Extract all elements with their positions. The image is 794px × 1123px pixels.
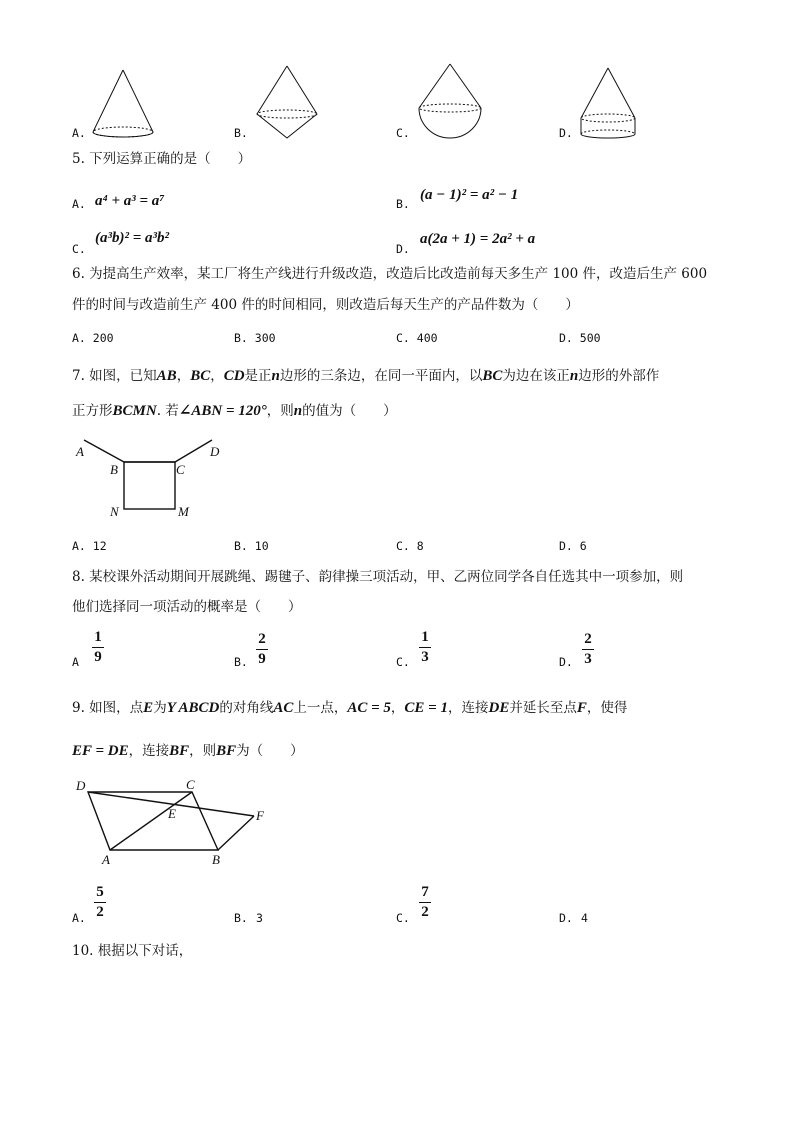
q6-option-d: D. 500 bbox=[559, 331, 601, 345]
q8-option-b-den: 9 bbox=[258, 651, 266, 667]
q9-text: 9. 如图，点 bbox=[72, 700, 144, 716]
q5-option-b-letter: B. bbox=[396, 197, 410, 211]
q7-text: 是正 bbox=[244, 368, 272, 384]
q7-text: 7. 如图，已知 bbox=[72, 368, 157, 384]
q9-stem-line1 bbox=[72, 701, 627, 716]
q9-option-a-num: 5 bbox=[96, 884, 104, 900]
q9-segment-bf: BF bbox=[169, 743, 190, 759]
q9-condition-ac: AC = 5 bbox=[347, 700, 391, 716]
q9-label-d: D bbox=[76, 778, 86, 793]
q4-figure-d bbox=[576, 66, 640, 142]
q8-option-b-num: 2 bbox=[258, 631, 266, 647]
q10-stem: 10. 根据以下对话， bbox=[72, 943, 193, 959]
q7-text: 正方形 bbox=[72, 403, 113, 419]
q8-option-d-letter: D. bbox=[559, 655, 573, 669]
q9-text: ，连接 bbox=[128, 743, 170, 759]
q9-condition-ef: EF = DE bbox=[72, 743, 129, 759]
q7-text: 边形的外部作 bbox=[578, 368, 660, 384]
q7-square-bcmn: BCMN bbox=[112, 403, 157, 419]
q8-option-c-letter: C. bbox=[396, 655, 410, 669]
q9-option-c-den: 2 bbox=[421, 904, 429, 920]
q7-stem-line1 bbox=[72, 369, 659, 384]
q9-option-d-value: 4 bbox=[581, 911, 588, 925]
q7-text: ，则 bbox=[266, 403, 294, 419]
q7-option-d: D. 6 bbox=[559, 539, 587, 553]
q9-option-a-letter: A. bbox=[72, 911, 86, 925]
q6-option-b: B. 300 bbox=[234, 331, 276, 345]
q7-variable-n: n bbox=[569, 368, 579, 384]
q8-option-a-fraction bbox=[92, 630, 104, 665]
q9-text: 并延长至点 bbox=[509, 700, 577, 716]
q9-condition-ce: CE = 1 bbox=[404, 700, 448, 716]
q8-option-b-fraction bbox=[256, 632, 268, 667]
q7-option-b: B. 10 bbox=[234, 539, 269, 553]
q4-option-d: D. bbox=[559, 126, 573, 140]
q7-option-c: C. 8 bbox=[396, 539, 424, 553]
q9-option-d-letter: D. bbox=[559, 911, 573, 925]
q7-text: . 若 bbox=[156, 403, 179, 419]
q7-angle-abn: ∠ABN = 120° bbox=[178, 403, 267, 419]
q7-label-d: D bbox=[210, 444, 220, 459]
q8-option-c-num: 1 bbox=[421, 629, 429, 645]
q8-stem-line1: 8. 某校课外活动期间开展跳绳、踢毽子、韵律操三项活动，甲、乙两位同学各自任选其中一项参加，则 bbox=[72, 569, 684, 585]
q7-stem-line2 bbox=[72, 404, 397, 419]
q9-figure bbox=[72, 776, 277, 866]
q4-option-b: B. bbox=[234, 126, 248, 140]
q9-point-f: F bbox=[576, 700, 587, 716]
q7-variable-n: n bbox=[271, 368, 280, 384]
q4-option-c: C. bbox=[396, 126, 410, 140]
q7-text: ， bbox=[176, 368, 191, 384]
q5-option-c-letter: C. bbox=[72, 242, 86, 256]
q9-option-c-num: 7 bbox=[421, 884, 429, 900]
q7-label-b: B bbox=[110, 462, 118, 477]
q9-label-f: F bbox=[256, 808, 264, 823]
q9-option-c-fraction bbox=[419, 885, 431, 920]
q8-stem-line2: 他们选择同一项活动的概率是（ ） bbox=[72, 599, 302, 615]
q4-figure-b bbox=[252, 64, 322, 142]
q9-option-b-letter: B. bbox=[234, 911, 248, 925]
q9-text: 为（ ） bbox=[236, 743, 304, 759]
q8-option-a-num: 1 bbox=[94, 629, 102, 645]
q8-option-d-fraction bbox=[582, 632, 594, 667]
q5-option-d-expr: a(2a + 1) = 2a² + a bbox=[420, 231, 536, 247]
q9-label-e: E bbox=[168, 806, 176, 821]
q7-text: 为边在该正 bbox=[502, 368, 570, 384]
q9-label-b: B bbox=[212, 852, 220, 866]
q6-stem-line2: 件的时间与改造前生产 400 件的时间相同，则改造后每天生产的产品件数为（ ） bbox=[72, 297, 579, 313]
q5-option-d-letter: D. bbox=[396, 242, 410, 256]
q8-option-a-den: 9 bbox=[94, 649, 102, 665]
q7-label-c: C bbox=[176, 462, 185, 477]
q7-option-a: A. 12 bbox=[72, 539, 107, 553]
q9-option-b-value: 3 bbox=[256, 911, 263, 925]
q7-label-n: N bbox=[110, 504, 119, 519]
q5-option-c-expr: (a³b)² = a³b² bbox=[95, 230, 170, 246]
q8-option-b-letter: B. bbox=[234, 655, 248, 669]
q7-segment-cd: CD bbox=[223, 368, 245, 384]
q7-segment-bc: BC bbox=[482, 368, 503, 384]
q9-parallelogram: Y ABCD bbox=[166, 700, 220, 716]
q4-figure-c bbox=[414, 62, 486, 144]
q9-text: ，则 bbox=[189, 743, 217, 759]
q9-option-c-letter: C. bbox=[396, 911, 410, 925]
q7-label-m: M bbox=[178, 504, 189, 519]
q8-option-d-num: 2 bbox=[584, 631, 592, 647]
q9-stem-line2 bbox=[72, 744, 304, 759]
q9-text: ，使得 bbox=[586, 700, 628, 716]
q7-text: 的值为（ ） bbox=[302, 403, 397, 419]
q6-stem-line1: 6. 为提高生产效率，某工厂将生产线进行升级改造，改造后比改造前每天多生产 100 件，改造后生产 600 bbox=[72, 266, 708, 282]
q7-figure bbox=[72, 434, 232, 524]
q9-option-a-den: 2 bbox=[96, 904, 104, 920]
q6-option-a: A. 200 bbox=[72, 331, 114, 345]
q5-option-b-expr: (a − 1)² = a² − 1 bbox=[420, 187, 519, 203]
q9-segment-de: DE bbox=[488, 700, 510, 716]
q9-point-e: E bbox=[143, 700, 154, 716]
q7-variable-n: n bbox=[293, 403, 303, 419]
q9-segment-ac: AC bbox=[273, 700, 294, 716]
q7-text: ， bbox=[210, 368, 224, 384]
q9-text: 为 bbox=[153, 700, 167, 716]
q4-figure-a bbox=[88, 68, 158, 140]
q4-option-a: A. bbox=[72, 126, 86, 140]
q7-segment-bc: BC bbox=[190, 368, 211, 384]
q6-option-c: C. 400 bbox=[396, 331, 438, 345]
q5-option-a-expr: a⁴ + a³ = a⁷ bbox=[95, 193, 165, 209]
q7-text: 边形的三条边，在同一平面内，以 bbox=[279, 368, 483, 384]
q7-label-a: A bbox=[76, 444, 84, 459]
q9-text: 的对角线 bbox=[219, 700, 274, 716]
q9-text: 上一点， bbox=[293, 700, 348, 716]
q9-label-c: C bbox=[186, 777, 195, 792]
q5-stem: 5. 下列运算正确的是（ ） bbox=[72, 151, 252, 167]
q8-option-c-den: 3 bbox=[421, 649, 429, 665]
q9-label-a: A bbox=[102, 852, 110, 866]
q8-option-c-fraction bbox=[419, 630, 431, 665]
q8-option-a-letter: A bbox=[72, 655, 79, 669]
q8-option-d-den: 3 bbox=[584, 651, 592, 667]
q7-segment-ab: AB bbox=[156, 368, 177, 384]
q5-option-a-letter: A. bbox=[72, 197, 86, 211]
q9-text: ，连接 bbox=[447, 700, 489, 716]
q9-segment-bf: BF bbox=[216, 743, 237, 759]
q9-text: ， bbox=[390, 700, 405, 716]
q9-option-a-fraction bbox=[94, 885, 106, 920]
